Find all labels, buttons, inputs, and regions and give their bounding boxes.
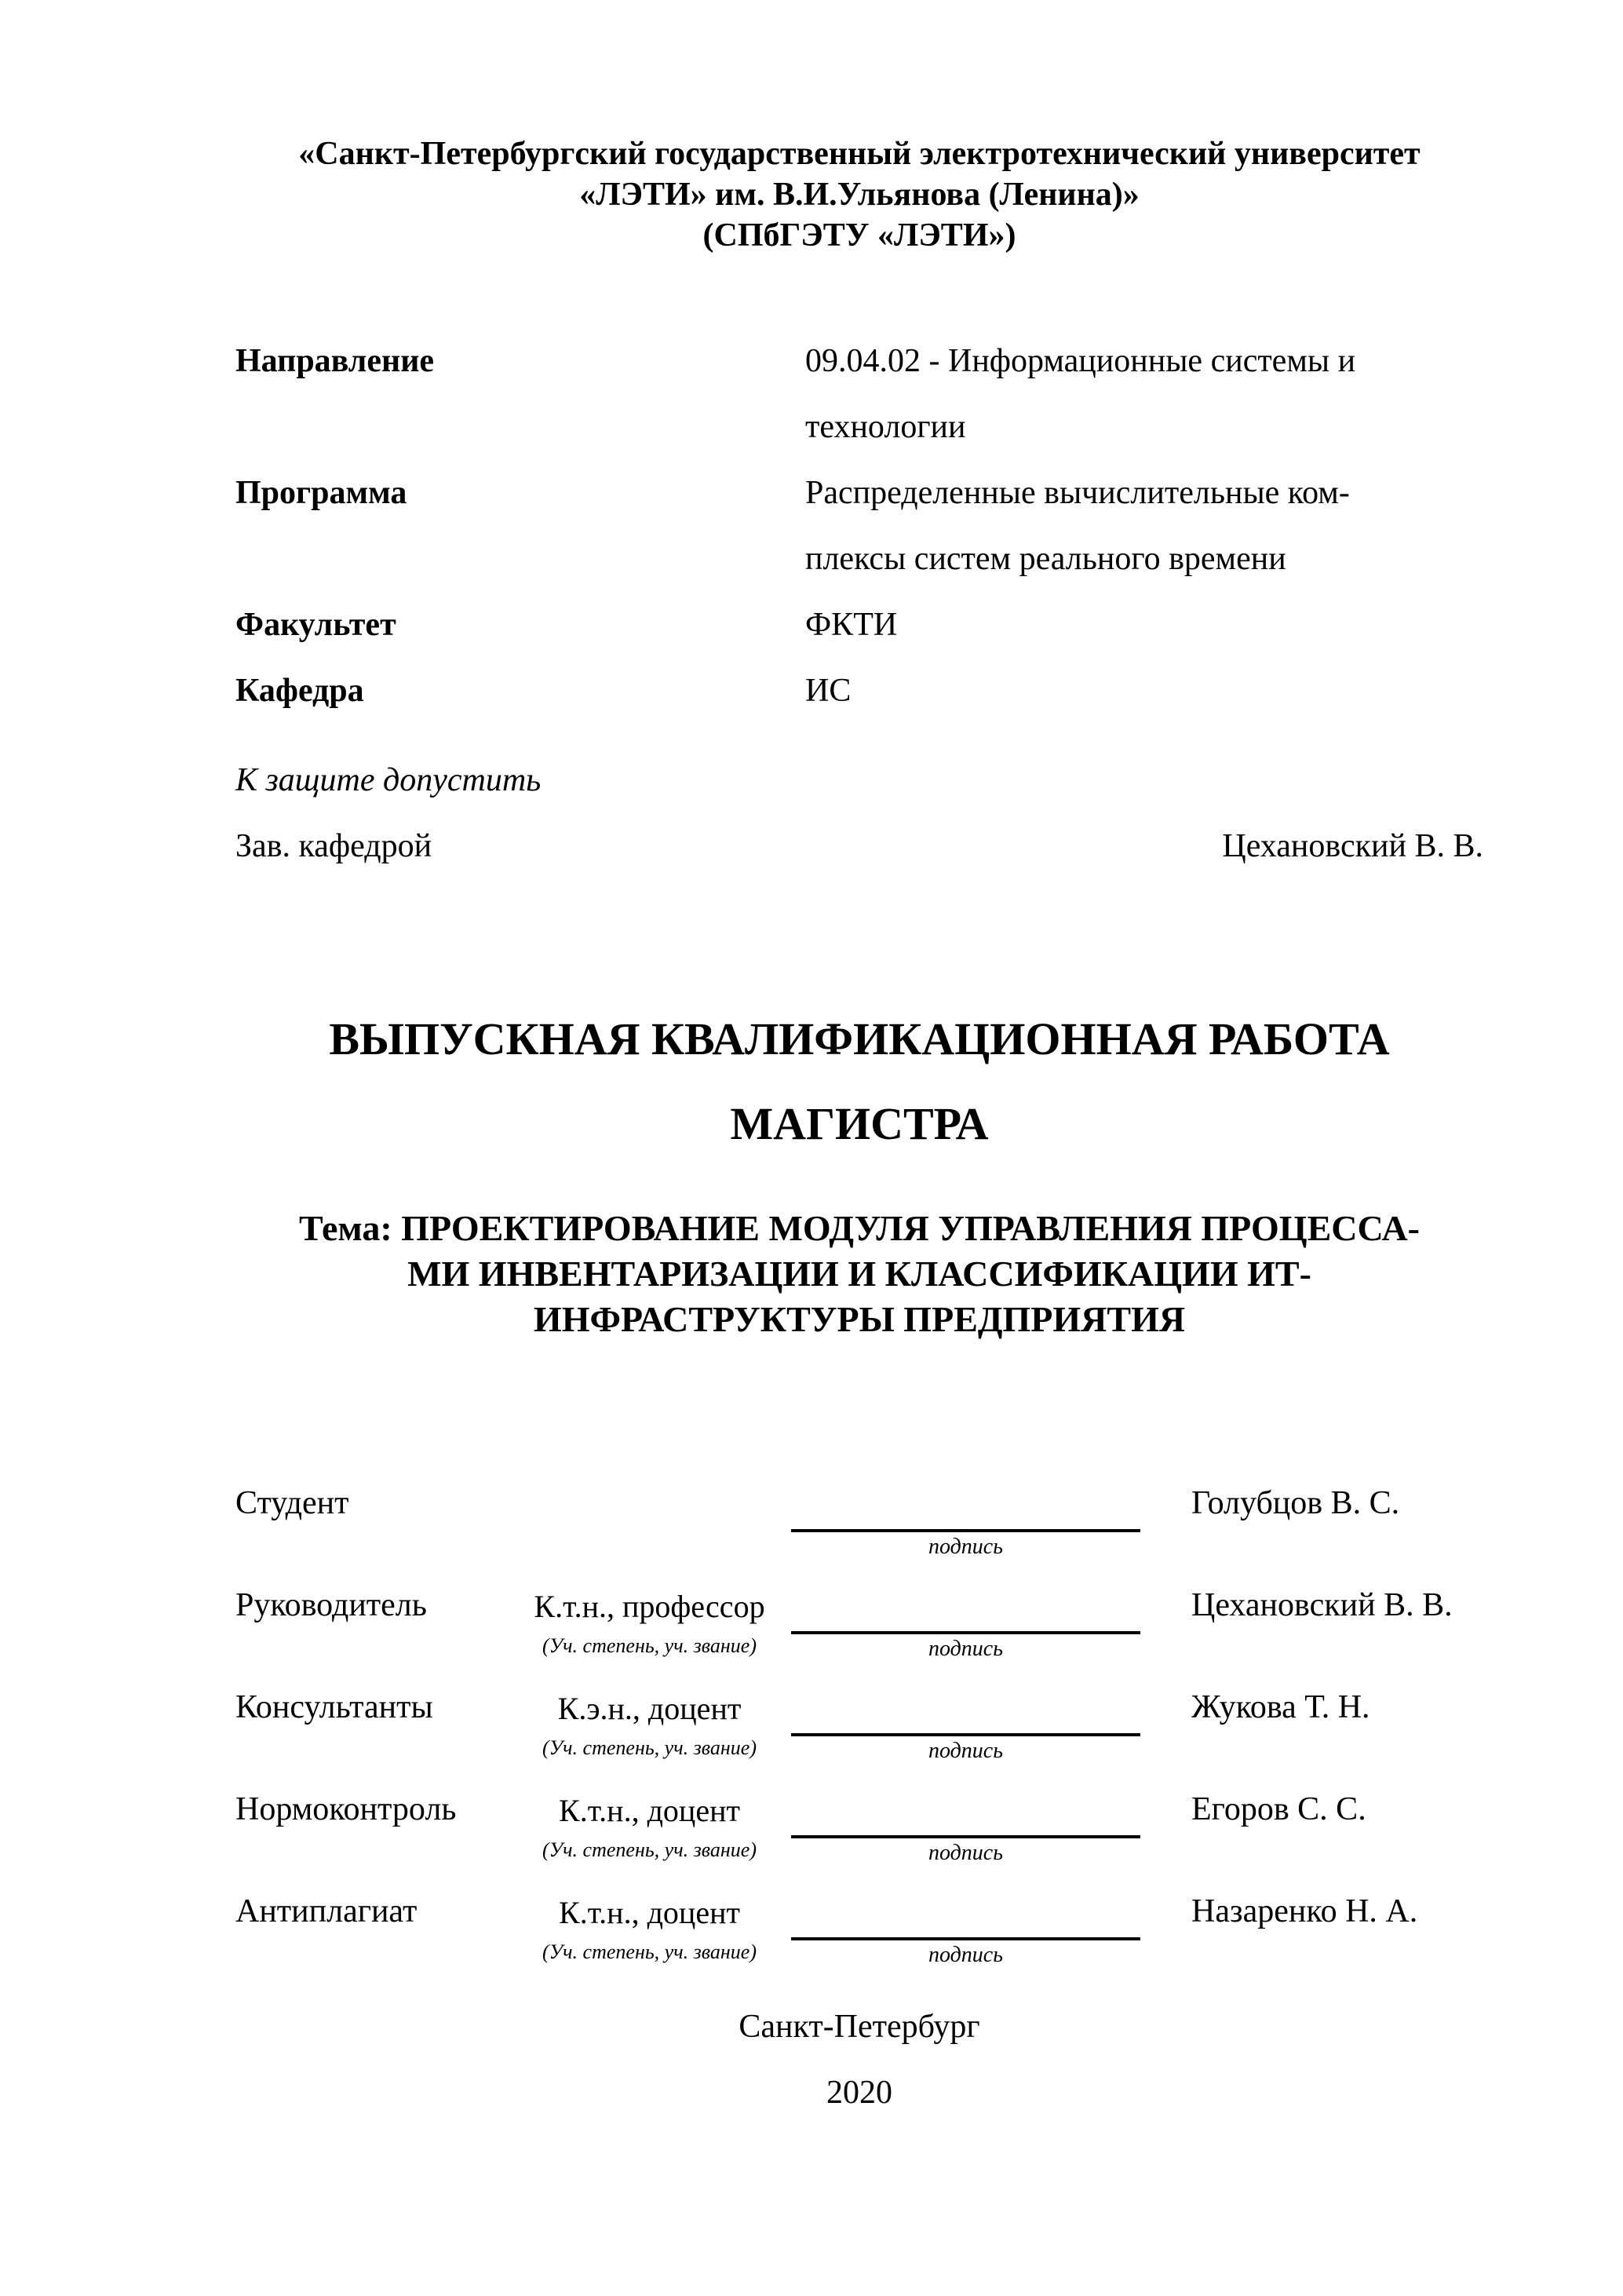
signature-line xyxy=(791,1835,1140,1838)
admission-row xyxy=(235,813,1483,879)
signature-caption: подпись xyxy=(928,1739,1003,1763)
consultants-role-label: Консультанты xyxy=(235,1689,433,1725)
thesis-theme xyxy=(235,1206,1483,1342)
signature-spacer xyxy=(791,1688,1140,1733)
student-name: Голубцов В. С. xyxy=(1191,1485,1400,1521)
supervisor-degree-caption: (Уч. степень, уч. звание) xyxy=(542,1634,757,1657)
university-abbreviation: (СПбГЭТУ «ЛЭТИ») xyxy=(702,217,1016,254)
page-content xyxy=(235,133,1483,2126)
university-header xyxy=(235,133,1483,256)
signature-caption: подпись xyxy=(928,1637,1003,1661)
page-footer xyxy=(235,1994,1483,2126)
signature-spacer xyxy=(791,1586,1140,1631)
signatures-section xyxy=(235,1484,1483,1972)
department-head-label: Зав. кафедрой xyxy=(235,828,432,864)
antiplagiarism-degree-caption: (Уч. степень, уч. звание) xyxy=(542,1940,757,1963)
direction-value-line2: технологии xyxy=(805,409,966,445)
program-info-table xyxy=(235,328,1483,724)
student-degree xyxy=(518,1487,781,1532)
supervisor-role-label: Руководитель xyxy=(235,1587,427,1623)
faculty-label: Факультет xyxy=(235,607,396,643)
signature-line xyxy=(791,1529,1140,1532)
antiplagiarism-degree-block xyxy=(518,1892,781,1964)
signature-row-antiplagiarism xyxy=(235,1892,1483,1972)
program-value-line2: плексы систем реального времени xyxy=(805,541,1286,577)
signature-row-student xyxy=(235,1484,1483,1564)
signature-spacer xyxy=(791,1484,1140,1529)
department-value: ИС xyxy=(805,673,852,709)
university-name-line1: «Санкт-Петербургский государственный электротехнический университет xyxy=(298,136,1421,172)
consultants-degree: К.э.н., доцент xyxy=(557,1691,742,1726)
consultants-degree-block xyxy=(518,1688,781,1760)
direction-value xyxy=(805,328,1483,460)
signature-row-supervisor xyxy=(235,1586,1483,1666)
normcontrol-role-label: Нормоконтроль xyxy=(235,1791,457,1827)
student-role-label: Студент xyxy=(235,1485,349,1521)
antiplagiarism-name: Назаренко Н. А. xyxy=(1191,1893,1418,1929)
consultants-degree-caption: (Уч. степень, уч. звание) xyxy=(542,1736,757,1759)
theme-line1: Тема: ПРОЕКТИРОВАНИЕ МОДУЛЯ УПРАВЛЕНИЯ ПРОЦЕССА- xyxy=(299,1208,1420,1248)
info-row-faculty xyxy=(235,592,1483,658)
supervisor-name: Цехановский В. В. xyxy=(1191,1587,1453,1623)
footer-city: Санкт-Петербург xyxy=(739,2009,980,2045)
signature-spacer xyxy=(791,1790,1140,1835)
info-row-department xyxy=(235,658,1483,724)
signature-caption: подпись xyxy=(928,1841,1003,1865)
supervisor-degree: К.т.н., профессор xyxy=(534,1589,765,1624)
program-label: Программа xyxy=(235,475,407,511)
normcontrol-signature-block xyxy=(791,1790,1140,1867)
theme-line3: ИНФРАСТРУКТУРЫ ПРЕДПРИЯТИЯ xyxy=(533,1299,1186,1339)
supervisor-signature-block xyxy=(791,1586,1140,1663)
signature-line xyxy=(791,1937,1140,1940)
direction-value-line1: 09.04.02 - Информационные системы и xyxy=(805,343,1356,379)
department-label: Кафедра xyxy=(235,673,364,709)
university-name-line2: «ЛЭТИ» им. В.И.Ульянова (Ленина)» xyxy=(579,177,1140,213)
signature-row-consultants xyxy=(235,1688,1483,1768)
antiplagiarism-role-label: Антиплагиат xyxy=(235,1893,418,1929)
info-row-program xyxy=(235,460,1483,592)
normcontrol-name: Егоров С. С. xyxy=(1191,1791,1366,1827)
signature-caption: подпись xyxy=(928,1535,1003,1559)
info-row-direction xyxy=(235,328,1483,460)
signature-row-normcontrol xyxy=(235,1790,1483,1870)
direction-label: Направление xyxy=(235,343,435,379)
work-title-line1: ВЫПУСКНАЯ КВАЛИФИКАЦИОННАЯ РАБОТА xyxy=(329,1013,1390,1064)
consultants-name: Жукова Т. Н. xyxy=(1191,1689,1370,1725)
work-title-line2: МАГИСТРА xyxy=(730,1098,989,1149)
supervisor-degree-block xyxy=(518,1586,781,1658)
student-signature-block xyxy=(791,1484,1140,1560)
signature-spacer xyxy=(791,1892,1140,1937)
program-value-line1: Распределенные вычислительные ком- xyxy=(805,475,1350,511)
work-title xyxy=(235,997,1483,1166)
admission-block xyxy=(235,747,1483,879)
antiplagiarism-signature-block xyxy=(791,1892,1140,1969)
admission-note: К защите допустить xyxy=(235,762,542,798)
footer-year: 2020 xyxy=(826,2075,892,2111)
consultants-signature-block xyxy=(791,1688,1140,1765)
department-head-name: Цехановский В. В. xyxy=(1222,828,1483,864)
signature-line xyxy=(791,1631,1140,1634)
normcontrol-degree-block xyxy=(518,1790,781,1862)
normcontrol-degree: К.т.н., доцент xyxy=(559,1793,740,1828)
program-value xyxy=(805,460,1483,592)
student-degree-block xyxy=(518,1484,781,1532)
antiplagiarism-degree: К.т.н., доцент xyxy=(559,1895,740,1930)
normcontrol-degree-caption: (Уч. степень, уч. звание) xyxy=(542,1838,757,1861)
faculty-value: ФКТИ xyxy=(805,607,898,643)
signature-caption: подпись xyxy=(928,1943,1003,1967)
signature-line xyxy=(791,1733,1140,1736)
theme-line2: МИ ИНВЕНТАРИЗАЦИИ И КЛАССИФИКАЦИИ ИТ- xyxy=(407,1254,1311,1294)
